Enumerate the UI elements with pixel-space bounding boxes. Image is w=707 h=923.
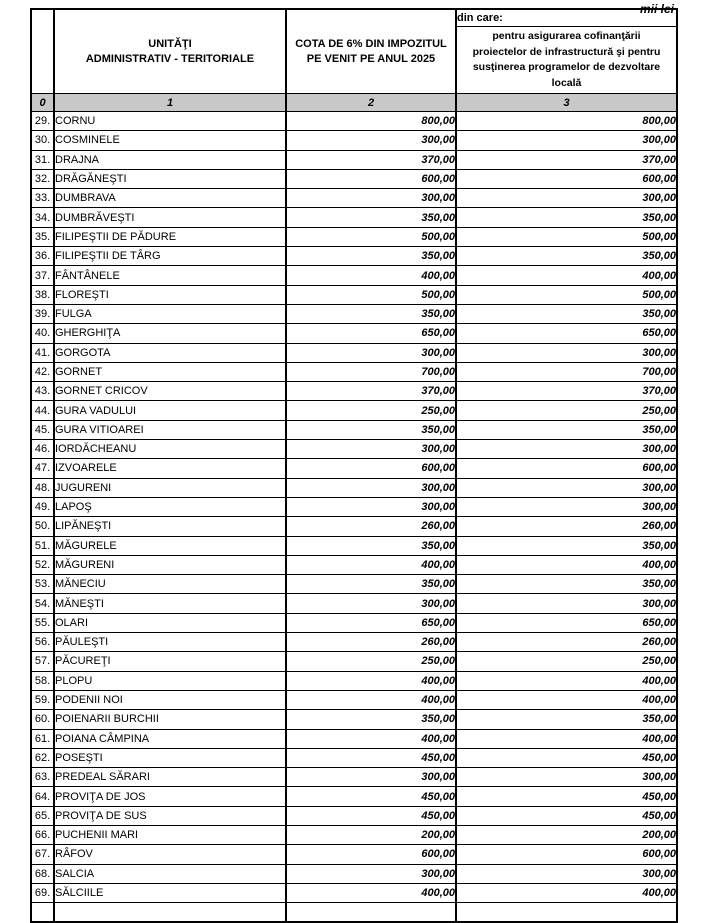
row-cota-cell: 300,00 bbox=[286, 131, 456, 150]
row-dincare-cell: 600,00 bbox=[456, 845, 677, 864]
unit-note bbox=[0, 0, 676, 16]
row-dincare-cell: 400,00 bbox=[456, 883, 677, 902]
row-cota-cell: 250,00 bbox=[286, 652, 456, 671]
table-row bbox=[31, 845, 677, 864]
row-cota-cell: 370,00 bbox=[286, 150, 456, 169]
header-cell-cota bbox=[286, 9, 456, 94]
row-name-cell: PROVIŢA DE JOS bbox=[54, 787, 286, 806]
row-number-cell: 34. bbox=[31, 208, 54, 227]
row-number-cell: 51. bbox=[31, 536, 54, 555]
row-dincare-cell: 350,00 bbox=[456, 208, 677, 227]
table-row bbox=[31, 343, 677, 362]
row-name-cell: GORNET bbox=[54, 362, 286, 381]
table-row bbox=[31, 517, 677, 536]
table-row bbox=[31, 690, 677, 709]
row-number-cell: 31. bbox=[31, 150, 54, 169]
table-row bbox=[31, 864, 677, 883]
row-dincare-cell: 350,00 bbox=[456, 304, 677, 323]
row-cota-cell: 400,00 bbox=[286, 729, 456, 748]
table-row bbox=[31, 594, 677, 613]
row-cota-cell: 450,00 bbox=[286, 748, 456, 767]
table-row bbox=[31, 440, 677, 459]
row-dincare-cell: 300,00 bbox=[456, 768, 677, 787]
table-row bbox=[31, 324, 677, 343]
row-dincare-cell: 450,00 bbox=[456, 787, 677, 806]
dincare-sub-line4: locală bbox=[551, 76, 582, 89]
row-name-cell: GHERGHIŢA bbox=[54, 324, 286, 343]
row-dincare-cell: 800,00 bbox=[456, 112, 677, 131]
row-name-cell: DRĂGĂNEŞTI bbox=[54, 169, 286, 188]
row-dincare-cell: 300,00 bbox=[456, 864, 677, 883]
row-dincare-cell: 200,00 bbox=[456, 825, 677, 844]
row-cota-cell: 350,00 bbox=[286, 208, 456, 227]
header-cell-index bbox=[31, 9, 54, 94]
row-dincare-cell bbox=[456, 903, 677, 922]
row-number-cell: 29. bbox=[31, 112, 54, 131]
row-number-cell: 32. bbox=[31, 169, 54, 188]
row-number-cell: 68. bbox=[31, 864, 54, 883]
row-number-cell: 46. bbox=[31, 440, 54, 459]
row-cota-cell: 370,00 bbox=[286, 382, 456, 401]
row-name-cell: IZVOARELE bbox=[54, 459, 286, 478]
row-number-cell: 59. bbox=[31, 690, 54, 709]
row-name-cell: OLARI bbox=[54, 613, 286, 632]
table-row bbox=[31, 362, 677, 381]
header-cell-dincare-sub bbox=[456, 27, 677, 94]
row-number-cell: 58. bbox=[31, 671, 54, 690]
row-number-cell: 50. bbox=[31, 517, 54, 536]
row-cota-cell: 300,00 bbox=[286, 768, 456, 787]
dincare-sub-line3: susţinerea programelor de dezvoltare bbox=[472, 61, 661, 73]
colnum-2: 2 bbox=[286, 94, 456, 112]
dincare-sub-line1: pentru asigurarea cofinanţării bbox=[492, 30, 641, 42]
row-cota-cell: 300,00 bbox=[286, 864, 456, 883]
row-number-cell: 42. bbox=[31, 362, 54, 381]
table-row bbox=[31, 613, 677, 632]
row-dincare-cell: 450,00 bbox=[456, 806, 677, 825]
row-number-cell: 52. bbox=[31, 555, 54, 574]
row-name-cell: FILIPEŞTII DE PĂDURE bbox=[54, 227, 286, 246]
header-units-line2: ADMINISTRATIV - TERITORIALE bbox=[85, 52, 255, 65]
row-cota-cell: 800,00 bbox=[286, 112, 456, 131]
column-number-row bbox=[31, 94, 677, 112]
row-name-cell: DUMBRĂVEŞTI bbox=[54, 208, 286, 227]
row-number-cell: 30. bbox=[31, 131, 54, 150]
row-dincare-cell: 300,00 bbox=[456, 189, 677, 208]
row-cota-cell: 650,00 bbox=[286, 613, 456, 632]
table-row bbox=[31, 459, 677, 478]
row-dincare-cell: 700,00 bbox=[456, 362, 677, 381]
table-row bbox=[31, 304, 677, 323]
row-cota-cell: 350,00 bbox=[286, 710, 456, 729]
row-number-cell: 55. bbox=[31, 613, 54, 632]
row-number-cell: 63. bbox=[31, 768, 54, 787]
row-cota-cell: 700,00 bbox=[286, 362, 456, 381]
row-cota-cell: 400,00 bbox=[286, 671, 456, 690]
row-name-cell: PROVIŢA DE SUS bbox=[54, 806, 286, 825]
table-row bbox=[31, 671, 677, 690]
row-name-cell bbox=[54, 903, 286, 922]
header-cell-dincare: din care: bbox=[456, 9, 677, 27]
row-cota-cell: 300,00 bbox=[286, 594, 456, 613]
row-name-cell: RÂFOV bbox=[54, 845, 286, 864]
row-cota-cell: 400,00 bbox=[286, 883, 456, 902]
row-number-cell: 44. bbox=[31, 401, 54, 420]
row-dincare-cell: 370,00 bbox=[456, 382, 677, 401]
row-name-cell: IORDĂCHEANU bbox=[54, 440, 286, 459]
row-cota-cell: 600,00 bbox=[286, 169, 456, 188]
row-name-cell: MĂNECIU bbox=[54, 575, 286, 594]
row-number-cell: 33. bbox=[31, 189, 54, 208]
row-name-cell: POSEŞTI bbox=[54, 748, 286, 767]
row-number-cell: 60. bbox=[31, 710, 54, 729]
row-name-cell: CORNU bbox=[54, 112, 286, 131]
row-cota-cell: 500,00 bbox=[286, 227, 456, 246]
table-body bbox=[31, 112, 677, 922]
row-name-cell: MĂGURENI bbox=[54, 555, 286, 574]
table-row bbox=[31, 150, 677, 169]
table-row bbox=[31, 883, 677, 902]
row-dincare-cell: 300,00 bbox=[456, 440, 677, 459]
row-number-cell: 62. bbox=[31, 748, 54, 767]
row-number-cell: 43. bbox=[31, 382, 54, 401]
row-cota-cell: 300,00 bbox=[286, 478, 456, 497]
table-row bbox=[31, 555, 677, 574]
table-row bbox=[31, 787, 677, 806]
row-cota-cell: 300,00 bbox=[286, 440, 456, 459]
table-row bbox=[31, 401, 677, 420]
row-dincare-cell: 350,00 bbox=[456, 710, 677, 729]
row-number-cell: 56. bbox=[31, 633, 54, 652]
row-dincare-cell: 400,00 bbox=[456, 671, 677, 690]
header-cota-line1: COTA DE 6% DIN IMPOZITUL bbox=[295, 37, 447, 50]
table-row bbox=[31, 112, 677, 131]
table-row bbox=[31, 227, 677, 246]
row-cota-cell: 350,00 bbox=[286, 247, 456, 266]
table-row bbox=[31, 768, 677, 787]
table-row bbox=[31, 575, 677, 594]
row-dincare-cell: 300,00 bbox=[456, 497, 677, 516]
row-dincare-cell: 350,00 bbox=[456, 420, 677, 439]
row-number-cell: 36. bbox=[31, 247, 54, 266]
row-cota-cell: 250,00 bbox=[286, 401, 456, 420]
row-name-cell: DRAJNA bbox=[54, 150, 286, 169]
row-cota-cell bbox=[286, 903, 456, 922]
table-row bbox=[31, 420, 677, 439]
header-units-line1: UNITĂŢI bbox=[148, 37, 192, 50]
row-cota-cell: 450,00 bbox=[286, 787, 456, 806]
row-number-cell: 39. bbox=[31, 304, 54, 323]
row-name-cell: DUMBRAVA bbox=[54, 189, 286, 208]
row-number-cell: 57. bbox=[31, 652, 54, 671]
row-dincare-cell: 300,00 bbox=[456, 478, 677, 497]
row-name-cell: GORNET CRICOV bbox=[54, 382, 286, 401]
row-cota-cell: 350,00 bbox=[286, 420, 456, 439]
row-name-cell: MĂNEŞTI bbox=[54, 594, 286, 613]
row-number-cell: 48. bbox=[31, 478, 54, 497]
table-row bbox=[31, 806, 677, 825]
row-dincare-cell: 600,00 bbox=[456, 169, 677, 188]
row-number-cell: 47. bbox=[31, 459, 54, 478]
row-cota-cell: 400,00 bbox=[286, 690, 456, 709]
row-number-cell: 53. bbox=[31, 575, 54, 594]
row-dincare-cell: 300,00 bbox=[456, 131, 677, 150]
row-dincare-cell: 300,00 bbox=[456, 343, 677, 362]
table-row-partial bbox=[31, 903, 677, 922]
row-number-cell: 45. bbox=[31, 420, 54, 439]
row-cota-cell: 650,00 bbox=[286, 324, 456, 343]
row-cota-cell: 400,00 bbox=[286, 555, 456, 574]
row-dincare-cell: 400,00 bbox=[456, 555, 677, 574]
header-cota-line2: PE VENIT PE ANUL 2025 bbox=[306, 52, 436, 65]
row-name-cell: PUCHENII MARI bbox=[54, 825, 286, 844]
row-number-cell: 69. bbox=[31, 883, 54, 902]
row-name-cell: LAPOŞ bbox=[54, 497, 286, 516]
table-row bbox=[31, 536, 677, 555]
row-name-cell: FULGA bbox=[54, 304, 286, 323]
row-name-cell: PLOPU bbox=[54, 671, 286, 690]
row-number-cell: 54. bbox=[31, 594, 54, 613]
row-name-cell: PREDEAL SĂRARI bbox=[54, 768, 286, 787]
row-dincare-cell: 250,00 bbox=[456, 401, 677, 420]
row-dincare-cell: 400,00 bbox=[456, 690, 677, 709]
table-head bbox=[31, 9, 677, 112]
row-cota-cell: 300,00 bbox=[286, 497, 456, 516]
row-name-cell: COSMINELE bbox=[54, 131, 286, 150]
row-dincare-cell: 500,00 bbox=[456, 285, 677, 304]
row-name-cell: SALCIA bbox=[54, 864, 286, 883]
row-cota-cell: 600,00 bbox=[286, 459, 456, 478]
row-dincare-cell: 450,00 bbox=[456, 748, 677, 767]
table-row bbox=[31, 131, 677, 150]
row-dincare-cell: 300,00 bbox=[456, 594, 677, 613]
row-number-cell: 41. bbox=[31, 343, 54, 362]
table-row bbox=[31, 189, 677, 208]
row-cota-cell: 450,00 bbox=[286, 806, 456, 825]
row-name-cell: GURA VADULUI bbox=[54, 401, 286, 420]
row-name-cell: GORGOTA bbox=[54, 343, 286, 362]
row-dincare-cell: 370,00 bbox=[456, 150, 677, 169]
row-name-cell: POIANA CÂMPINA bbox=[54, 729, 286, 748]
row-cota-cell: 300,00 bbox=[286, 343, 456, 362]
row-name-cell: JUGURENI bbox=[54, 478, 286, 497]
table-row bbox=[31, 208, 677, 227]
table-row bbox=[31, 285, 677, 304]
row-number-cell: 35. bbox=[31, 227, 54, 246]
row-cota-cell: 200,00 bbox=[286, 825, 456, 844]
row-number-cell: 38. bbox=[31, 285, 54, 304]
row-number-cell: 66. bbox=[31, 825, 54, 844]
row-cota-cell: 400,00 bbox=[286, 266, 456, 285]
row-name-cell: PĂCUREŢI bbox=[54, 652, 286, 671]
row-name-cell: GURA VITIOAREI bbox=[54, 420, 286, 439]
row-number-cell: 64. bbox=[31, 787, 54, 806]
colnum-1: 1 bbox=[54, 94, 286, 112]
header-cell-units bbox=[54, 9, 286, 94]
row-cota-cell: 350,00 bbox=[286, 575, 456, 594]
table-row bbox=[31, 478, 677, 497]
row-dincare-cell: 350,00 bbox=[456, 536, 677, 555]
header-row-1 bbox=[31, 9, 677, 27]
row-cota-cell: 260,00 bbox=[286, 517, 456, 536]
table-row bbox=[31, 497, 677, 516]
table-row bbox=[31, 710, 677, 729]
table-row bbox=[31, 382, 677, 401]
table-row bbox=[31, 652, 677, 671]
row-name-cell: FÂNTÂNELE bbox=[54, 266, 286, 285]
budget-table bbox=[30, 8, 678, 923]
row-dincare-cell: 260,00 bbox=[456, 633, 677, 652]
row-dincare-cell: 400,00 bbox=[456, 266, 677, 285]
row-name-cell: FILIPEŞTII DE TÂRG bbox=[54, 247, 286, 266]
row-name-cell: MĂGURELE bbox=[54, 536, 286, 555]
row-name-cell: SĂLCIILE bbox=[54, 883, 286, 902]
row-name-cell: PĂULEŞTI bbox=[54, 633, 286, 652]
table-row bbox=[31, 748, 677, 767]
row-dincare-cell: 400,00 bbox=[456, 729, 677, 748]
row-dincare-cell: 500,00 bbox=[456, 227, 677, 246]
row-number-cell: 65. bbox=[31, 806, 54, 825]
row-name-cell: PODENII NOI bbox=[54, 690, 286, 709]
row-number-cell: 40. bbox=[31, 324, 54, 343]
row-cota-cell: 350,00 bbox=[286, 536, 456, 555]
row-cota-cell: 500,00 bbox=[286, 285, 456, 304]
dincare-sub-line2: proiectelor de infrastructură şi pentru bbox=[472, 45, 661, 58]
row-dincare-cell: 350,00 bbox=[456, 575, 677, 594]
row-name-cell: POIENARII BURCHII bbox=[54, 710, 286, 729]
row-cota-cell: 300,00 bbox=[286, 189, 456, 208]
row-number-cell: 61. bbox=[31, 729, 54, 748]
row-number-cell bbox=[31, 903, 54, 922]
table-row bbox=[31, 247, 677, 266]
table-row bbox=[31, 825, 677, 844]
table-row bbox=[31, 169, 677, 188]
row-dincare-cell: 650,00 bbox=[456, 613, 677, 632]
row-dincare-cell: 250,00 bbox=[456, 652, 677, 671]
row-cota-cell: 260,00 bbox=[286, 633, 456, 652]
row-dincare-cell: 650,00 bbox=[456, 324, 677, 343]
row-cota-cell: 600,00 bbox=[286, 845, 456, 864]
colnum-0: 0 bbox=[31, 94, 54, 112]
table-row bbox=[31, 266, 677, 285]
row-name-cell: LIPĂNEŞTI bbox=[54, 517, 286, 536]
row-name-cell: FLOREŞTI bbox=[54, 285, 286, 304]
colnum-3: 3 bbox=[456, 94, 677, 112]
table-row bbox=[31, 729, 677, 748]
table-row bbox=[31, 633, 677, 652]
row-dincare-cell: 600,00 bbox=[456, 459, 677, 478]
row-number-cell: 67. bbox=[31, 845, 54, 864]
unit-note-text: mii lei bbox=[639, 2, 674, 16]
row-cota-cell: 350,00 bbox=[286, 304, 456, 323]
row-number-cell: 37. bbox=[31, 266, 54, 285]
row-dincare-cell: 260,00 bbox=[456, 517, 677, 536]
row-number-cell: 49. bbox=[31, 497, 54, 516]
row-dincare-cell: 350,00 bbox=[456, 247, 677, 266]
